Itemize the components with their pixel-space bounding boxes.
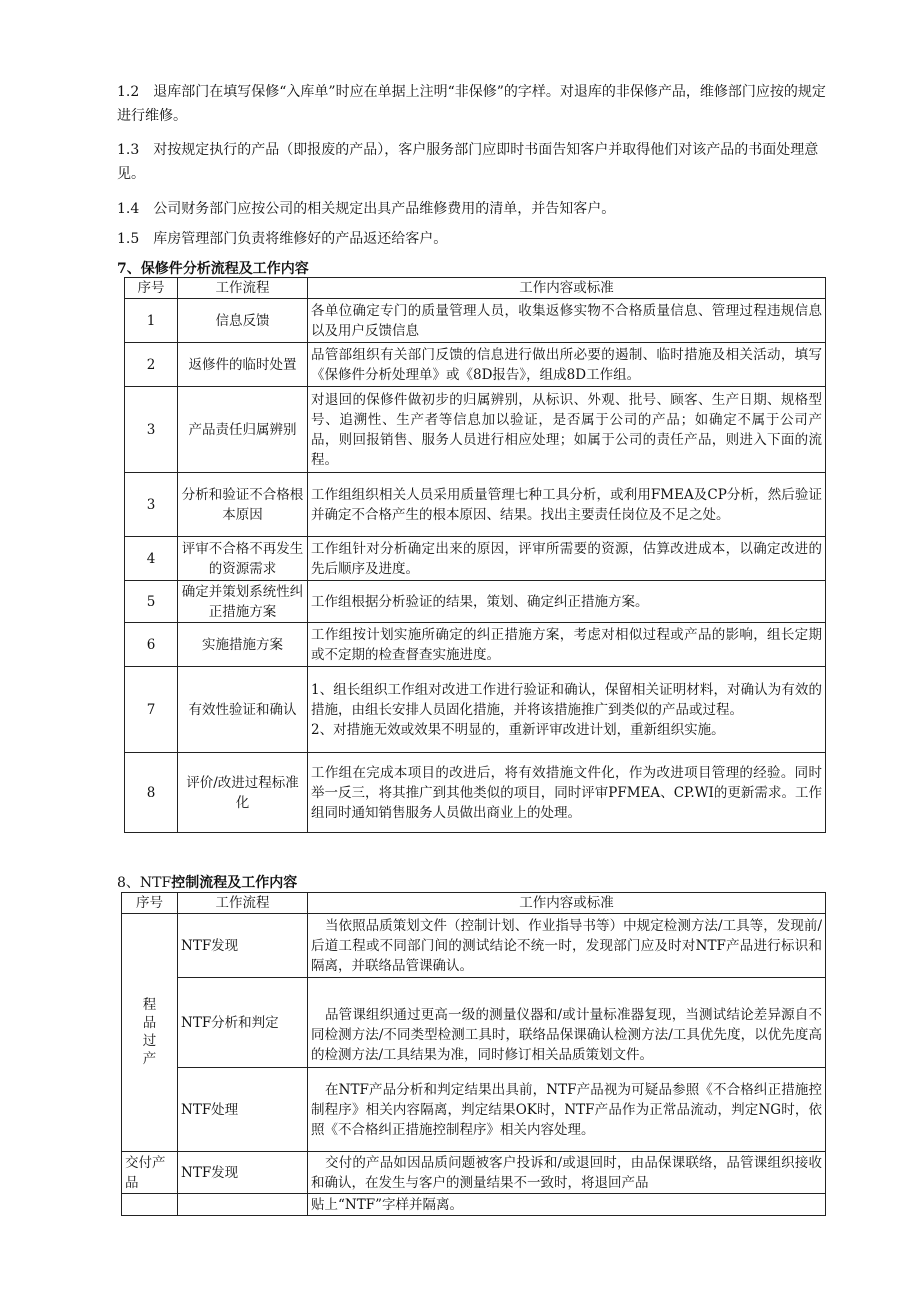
group-process-product xyxy=(122,914,178,1152)
table-row xyxy=(125,387,826,473)
row-content: 品管课组织通过更高一级的测量仪器和/或计量标准器复现，当测试结论差异源自不同检测方法/不同类型检测工具时，联络品保课确认检测方法/工具优先度，以优先度高的检测方法/工具结果为准，同时修订相关品质策划文件。 xyxy=(308,978,826,1068)
empty-cell xyxy=(122,1194,178,1216)
row-step: NTF分析和判定 xyxy=(178,978,308,1068)
table-row xyxy=(122,1068,826,1152)
table-row xyxy=(122,1194,826,1216)
table-row xyxy=(125,581,826,623)
section-8-title-bold: 控制流程及工作内容 xyxy=(171,875,298,891)
paragraph-1-2: 1.2 退库部门在填写保修“入库单”时应在单据上注明“非保修”的字样。对退库的非保修产品，维修部门应按的规定进行维修。 xyxy=(117,84,826,124)
header-content: 工作内容或标准 xyxy=(308,893,826,914)
row-content: 品管部组织有关部门反馈的信息进行做出所必要的遏制、临时措施及相关活动，填写《保修件分析处理单》或《8D报告》，组成8D工作组。 xyxy=(308,343,826,387)
header-step: 工作流程 xyxy=(178,893,308,914)
row-content: 在NTF产品分析和判定结果出具前，NTF产品视为可疑品参照《不合格纠正措施控制程序》相关内容隔离，判定结果OK时，NTF产品作为正常品流动，判定NG时，依照《不合格纠正措施控制程序》相关内容处理。 xyxy=(308,1068,826,1152)
row-content-line-2: 2、对措施无效或效果不明显的，重新评审改进计划，重新组织实施。 xyxy=(311,721,725,738)
row-content: 工作组在完成本项目的改进后，将有效措施文件化，作为改进项目管理的经验。同时举一反三，将其推广到其他类似的项目，同时评审PFMEA、CP.WI的更新需求。工作组同时通知销售服务人员做出商业上的处理。 xyxy=(308,753,826,833)
row-content: 各单位确定专门的质量管理人员，收集返修实物不合格质量信息、管理过程违规信息以及用户反馈信息 xyxy=(308,299,826,343)
row-step: 确定并策划系统性纠正措施方案 xyxy=(178,581,308,623)
table-row xyxy=(125,343,826,387)
row-content: 当依照品质策划文件（控制计划、作业指导书等）中规定检测方法/工具等，发现前/后道工程或不同部门间的测试结论不统一时，发现部门应及时对NTF产品进行标识和隔离，并联络品管课确认。 xyxy=(308,914,826,978)
row-content: 工作组组织相关人员采用质量管理七种工具分析，或利用FMEA及CP分析，然后验证并确定不合格产生的根本原因、结果。找出主要责任岗位及不足之处。 xyxy=(308,473,826,537)
table-row xyxy=(125,623,826,667)
row-step: 评价/改进过程标准化 xyxy=(178,753,308,833)
table-header-row xyxy=(125,278,826,299)
row-step: 信息反馈 xyxy=(178,299,308,343)
ntf-control-table xyxy=(121,892,826,1216)
row-no: 3 xyxy=(125,387,178,473)
table-row xyxy=(125,537,826,581)
paragraph-1-3: 1.3 对按规定执行的产品（即报废的产品），客户服务部门应即时书面告知客户并取得他们对该产品的书面处理意见。 xyxy=(117,142,819,182)
group-process-product-label: 程品过产 xyxy=(142,997,157,1067)
row-step: NTF处理 xyxy=(178,1068,308,1152)
table-row xyxy=(125,667,826,753)
row-step: 返修件的临时处置 xyxy=(178,343,308,387)
section-8-title-prefix: 8、NTF xyxy=(117,875,172,891)
row-no: 5 xyxy=(125,581,178,623)
row-content-line-1: 1、组长组织工作组对改进工作进行验证和确认，保留相关证明材料，对确认为有效的措施，由组长安排人员固化措施，并将该措施推广到类似的产品或过程。 xyxy=(311,681,822,718)
row-step: 有效性验证和确认 xyxy=(178,667,308,753)
header-no: 序号 xyxy=(122,893,178,914)
row-no: 3 xyxy=(125,473,178,537)
header-content: 工作内容或标准 xyxy=(308,278,826,299)
group-delivered-product: 交付产品 xyxy=(122,1152,178,1194)
table-row xyxy=(125,473,826,537)
table-row xyxy=(122,1152,826,1194)
row-no: 6 xyxy=(125,623,178,667)
row-content: 贴上“NTF”字样并隔离。 xyxy=(308,1194,826,1216)
row-step: NTF发现 xyxy=(178,1152,308,1194)
warranty-analysis-table xyxy=(124,277,826,833)
section-7-title: 7、保修件分析流程及工作内容 xyxy=(117,261,309,277)
row-content: 交付的产品如因品质问题被客户投诉和/或退回时，由品保课联络，品管课组织接收和确认，在发生与客户的测量结果不一致时，将退回产品 xyxy=(308,1152,826,1194)
header-no: 序号 xyxy=(125,278,178,299)
row-step: NTF发现 xyxy=(178,914,308,978)
row-step: 实施措施方案 xyxy=(178,623,308,667)
row-step: 分析和验证不合格根本原因 xyxy=(178,473,308,537)
table-row xyxy=(125,753,826,833)
row-no: 2 xyxy=(125,343,178,387)
paragraph-1-5: 1.5 库房管理部门负责将维修好的产品返还给客户。 xyxy=(117,231,448,247)
row-content: 工作组针对分析确定出来的原因，评审所需要的资源，估算改进成本，以确定改进的先后顺序及进度。 xyxy=(308,537,826,581)
row-content: 工作组按计划实施所确定的纠正措施方案，考虑对相似过程或产品的影响，组长定期或不定期的检查督查实施进度。 xyxy=(308,623,826,667)
row-step: 产品责任归属辨别 xyxy=(178,387,308,473)
row-no: 8 xyxy=(125,753,178,833)
table-row xyxy=(122,914,826,978)
row-no: 1 xyxy=(125,299,178,343)
section-8-title xyxy=(117,872,297,892)
row-content: 对退回的保修件做初步的归属辨别，从标识、外观、批号、顾客、生产日期、规格型号、追溯性、生产者等信息加以验证，是否属于公司的产品；如确定不属于公司产品，则回报销售、服务人员进行相应处理；如属于公司的责任产品，则进入下面的流程。 xyxy=(308,387,826,473)
row-step xyxy=(178,1194,308,1216)
table-row xyxy=(125,299,826,343)
header-step: 工作流程 xyxy=(178,278,308,299)
paragraph-1-4: 1.4 公司财务部门应按公司的相关规定出具产品维修费用的清单，并告知客户。 xyxy=(117,201,616,217)
row-step: 评审不合格不再发生的资源需求 xyxy=(178,537,308,581)
row-no: 4 xyxy=(125,537,178,581)
table-row xyxy=(122,978,826,1068)
row-no: 7 xyxy=(125,667,178,753)
table-header-row xyxy=(122,893,826,914)
row-content: 工作组根据分析验证的结果，策划、确定纠正措施方案。 xyxy=(308,581,826,623)
row-content xyxy=(308,667,826,753)
